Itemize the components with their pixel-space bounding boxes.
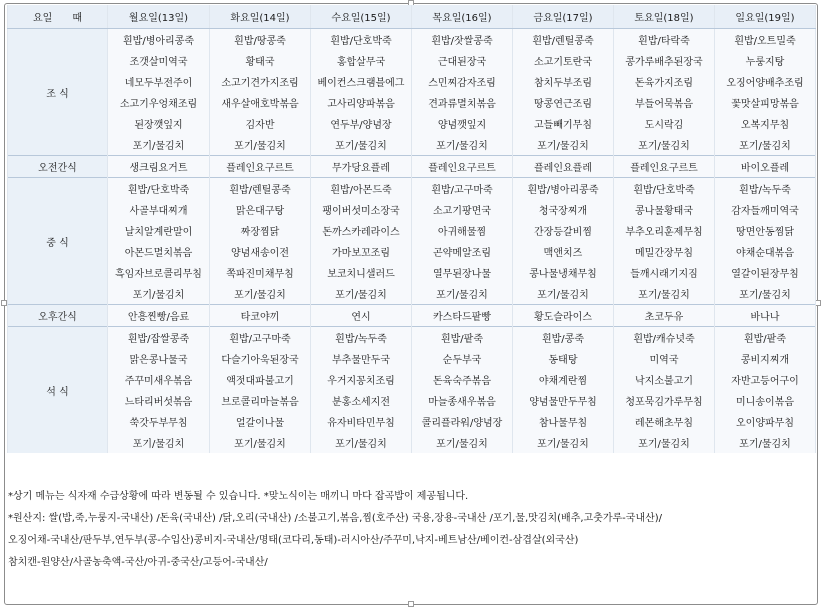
- menu-item: 오징어양배추조림: [715, 71, 816, 92]
- menu-row: [8, 113, 816, 134]
- menu-item: 소고기토란국: [513, 50, 614, 71]
- menu-item: 포기/물김치: [412, 283, 513, 305]
- menu-item: 다슬기아욱된장국: [210, 348, 311, 369]
- menu-item: 부들어묵볶음: [614, 92, 715, 113]
- menu-item: 생크림요거트: [108, 156, 210, 178]
- notes-block: [8, 486, 816, 574]
- menu-item: 바나나: [715, 305, 816, 327]
- header-day-5: 금요일(17일): [513, 5, 614, 29]
- menu-row: [8, 411, 816, 432]
- menu-item: 연시: [311, 305, 412, 327]
- menu-item: 간장등갈비찜: [513, 220, 614, 241]
- menu-item: 고사리양파볶음: [311, 92, 412, 113]
- menu-item: 감자들깨미역국: [715, 199, 816, 220]
- menu-item: 낙지소불고기: [614, 369, 715, 390]
- menu-item: 포기/물김치: [513, 134, 614, 156]
- note-line: 참치캔-원양산/사골농축액-국산/아귀-중국산/고등어-국내산/: [8, 557, 268, 568]
- menu-row: [8, 262, 816, 283]
- menu-row: [8, 50, 816, 71]
- menu-item: 소고기우엉채조림: [108, 92, 210, 113]
- note-line: 오징어채-국내산/판두부,연두부(콩-수입산)콩비지-국내산/명태(코다리,동태)-러시아산/주꾸미,낙지-베트남산/베이컨-삼겹살(외국산): [8, 535, 579, 546]
- menu-item: 흰밥/단호박죽: [311, 29, 412, 51]
- menu-item: 포기/물김치: [412, 134, 513, 156]
- menu-item: 청국장찌개: [513, 199, 614, 220]
- menu-row: [8, 92, 816, 113]
- menu-item: 소고기팡면국: [412, 199, 513, 220]
- menu-item: 돈까스카레라이스: [311, 220, 412, 241]
- menu-item: 양념새송이전: [210, 241, 311, 262]
- menu-item: 미니송이볶음: [715, 390, 816, 411]
- menu-item: 맑은콩나물국: [108, 348, 210, 369]
- menu-item: 플레인요플레: [513, 156, 614, 178]
- menu-row: [8, 283, 816, 305]
- menu-row: [8, 178, 816, 200]
- menu-item: 야채순대볶음: [715, 241, 816, 262]
- menu-item: 맑은대구탕: [210, 199, 311, 220]
- meal-category-label: 오후간식: [8, 305, 108, 327]
- resize-handle-bottom[interactable]: [408, 601, 414, 607]
- menu-item: 누룽지탕: [715, 50, 816, 71]
- menu-item: 흑임자브로콜리무침: [108, 262, 210, 283]
- menu-item: 플레인요구르트: [412, 156, 513, 178]
- header-meal-time: 요일 때: [8, 5, 108, 29]
- menu-item: 팽이버섯미소장국: [311, 199, 412, 220]
- menu-item: 고들빼기무침: [513, 113, 614, 134]
- meal-category-label: 오전간식: [8, 156, 108, 178]
- menu-item: 홍합살무국: [311, 50, 412, 71]
- menu-item: 맥앤치즈: [513, 241, 614, 262]
- menu-item: 청포묵김가루무침: [614, 390, 715, 411]
- menu-item: 오이양파무침: [715, 411, 816, 432]
- menu-item: 흰밥/잡쌀콩죽: [108, 327, 210, 349]
- meal-category-label: 중 식: [8, 178, 108, 305]
- menu-item: 타코야끼: [210, 305, 311, 327]
- menu-item: 바이오플레: [715, 156, 816, 178]
- weekly-menu-table: [7, 5, 816, 453]
- menu-item: 열갈이된장무침: [715, 262, 816, 283]
- menu-item: 곤약메알조림: [412, 241, 513, 262]
- menu-item: 네모두부전주이: [108, 71, 210, 92]
- menu-item: 양념물만두무침: [513, 390, 614, 411]
- menu-item: 연두부/양념장: [311, 113, 412, 134]
- menu-item: 카스타드팥빵: [412, 305, 513, 327]
- header-row: [8, 5, 816, 29]
- menu-row: [8, 369, 816, 390]
- menu-item: 포기/물김치: [108, 283, 210, 305]
- meal-category-label: 석 식: [8, 327, 108, 454]
- menu-item: 돈육가지조림: [614, 71, 715, 92]
- menu-item: 가마보꼬조림: [311, 241, 412, 262]
- menu-item: 된장깻잎지: [108, 113, 210, 134]
- menu-row: [8, 220, 816, 241]
- menu-item: 흰밥/녹두죽: [715, 178, 816, 200]
- header-day-2: 화요일(14일): [210, 5, 311, 29]
- menu-item: 소고기견가지조림: [210, 71, 311, 92]
- menu-item: 견과류멸치볶음: [412, 92, 513, 113]
- menu-row: [8, 29, 816, 51]
- menu-item: 얼갈이나물: [210, 411, 311, 432]
- menu-item: 돈육숙주볶음: [412, 369, 513, 390]
- menu-item: 날치알계란말이: [108, 220, 210, 241]
- menu-item: 포기/물김치: [108, 134, 210, 156]
- menu-item: 참치두부조림: [513, 71, 614, 92]
- menu-row: [8, 156, 816, 178]
- meal-category-label: 조 식: [8, 29, 108, 156]
- menu-item: 유자비타민무침: [311, 411, 412, 432]
- menu-row: [8, 432, 816, 453]
- menu-item: 플레인요구르트: [210, 156, 311, 178]
- menu-item: 콩비지찌개: [715, 348, 816, 369]
- menu-body: [8, 29, 816, 454]
- menu-item: 포기/물김치: [210, 432, 311, 453]
- menu-item: 동태탕: [513, 348, 614, 369]
- menu-item: 분홍소세지전: [311, 390, 412, 411]
- menu-item: 흰밥/병아리콩죽: [108, 29, 210, 51]
- menu-item: 꽃맛살피망볶음: [715, 92, 816, 113]
- menu-item: 흰밥/잣쌀콩죽: [412, 29, 513, 51]
- menu-row: [8, 241, 816, 262]
- menu-item: 쑥갓두부무침: [108, 411, 210, 432]
- menu-item: 콩나물황태국: [614, 199, 715, 220]
- menu-item: 흰밥/렌틸콩죽: [210, 178, 311, 200]
- menu-item: 스민찌감자조림: [412, 71, 513, 92]
- menu-item: 미역국: [614, 348, 715, 369]
- menu-item: 흰밥/아몬드죽: [311, 178, 412, 200]
- menu-item: 포기/물김치: [614, 283, 715, 305]
- menu-item: 브로콜리마늘볶음: [210, 390, 311, 411]
- menu-item: 포기/물김치: [311, 432, 412, 453]
- menu-item: 황도슬라이스: [513, 305, 614, 327]
- menu-item: 부추오리훈제무침: [614, 220, 715, 241]
- menu-item: 레몬해초무침: [614, 411, 715, 432]
- menu-item: 땅콩연근조림: [513, 92, 614, 113]
- menu-item: 콜리플라워/양념장: [412, 411, 513, 432]
- menu-item: 흰밥/렌틸콩죽: [513, 29, 614, 51]
- menu-item: 포기/물김치: [311, 134, 412, 156]
- menu-item: 순두부국: [412, 348, 513, 369]
- menu-item: 흰밥/오트밀죽: [715, 29, 816, 51]
- menu-item: 근대된장국: [412, 50, 513, 71]
- menu-item: 포기/물김치: [108, 432, 210, 453]
- menu-item: 흰밥/팥죽: [412, 327, 513, 349]
- menu-row: [8, 134, 816, 156]
- menu-item: 새우살애호박볶음: [210, 92, 311, 113]
- menu-item: 흰밥/병아리콩죽: [513, 178, 614, 200]
- note-line: *상기 메뉴는 식자재 수급상황에 따라 변동될 수 있습니다. *맞노식이는 매끼니 마다 잡곡밥이 제공됩니다.: [8, 491, 469, 502]
- menu-item: 마늘종새우볶음: [412, 390, 513, 411]
- menu-item: 흰밥/타락죽: [614, 29, 715, 51]
- menu-item: 포기/물김치: [311, 283, 412, 305]
- menu-item: 오복지무침: [715, 113, 816, 134]
- menu-row: [8, 305, 816, 327]
- header-day-7: 일요일(19일): [715, 5, 816, 29]
- menu-item: 짜장찜닭: [210, 220, 311, 241]
- menu-item: 포기/물김치: [715, 432, 816, 453]
- menu-item: 포기/물김치: [614, 432, 715, 453]
- menu-item: 흰밥/단호박죽: [614, 178, 715, 200]
- note-line: *원산지: 쌀(밥,죽,누룽지-국내산) /돈육(국내산) /닭,오리(국내산) /소불고기,볶음,찜(호주산) 국용,장용-국내산 /포기,물,맛김치(배추,고춧가루-국내산)/: [8, 513, 663, 524]
- menu-item: 포기/물김치: [513, 283, 614, 305]
- menu-item: 느타리버섯볶음: [108, 390, 210, 411]
- menu-item: 자반고등어구이: [715, 369, 816, 390]
- header-day-3: 수요일(15일): [311, 5, 412, 29]
- menu-item: 무가당요플레: [311, 156, 412, 178]
- header-day-6: 토요일(18일): [614, 5, 715, 29]
- menu-item: 조갯살미역국: [108, 50, 210, 71]
- menu-item: 사골부대찌개: [108, 199, 210, 220]
- menu-item: 포기/물김치: [513, 432, 614, 453]
- menu-item: 안흥찐빵/음료: [108, 305, 210, 327]
- menu-item: 포기/물김치: [412, 432, 513, 453]
- menu-item: 우거지꽁치조림: [311, 369, 412, 390]
- menu-item: 흰밥/팥죽: [715, 327, 816, 349]
- menu-item: 흰밥/고구마죽: [412, 178, 513, 200]
- menu-item: 포기/물김치: [210, 283, 311, 305]
- menu-item: 열무된장나물: [412, 262, 513, 283]
- menu-item: 아귀해물찜: [412, 220, 513, 241]
- menu-item: 플레인요구르트: [614, 156, 715, 178]
- menu-item: 흰밥/단호박죽: [108, 178, 210, 200]
- menu-item: 땅면안동찜닭: [715, 220, 816, 241]
- menu-item: 도시락김: [614, 113, 715, 134]
- menu-item: 초코두유: [614, 305, 715, 327]
- menu-item: 참나물무침: [513, 411, 614, 432]
- menu-row: [8, 348, 816, 369]
- menu-row: [8, 390, 816, 411]
- menu-item: 흰밥/캐슈넛죽: [614, 327, 715, 349]
- menu-item: 포기/물김치: [210, 134, 311, 156]
- menu-item: 포기/물김치: [715, 134, 816, 156]
- menu-item: 야채계란찜: [513, 369, 614, 390]
- menu-item: 흰밥/고구마죽: [210, 327, 311, 349]
- menu-item: 베이컨스크램블에그: [311, 71, 412, 92]
- menu-item: 부추물만두국: [311, 348, 412, 369]
- menu-row: [8, 327, 816, 349]
- menu-item: 황태국: [210, 50, 311, 71]
- menu-row: [8, 71, 816, 92]
- menu-item: 보코치니샐러드: [311, 262, 412, 283]
- menu-item: 액젓대파불고기: [210, 369, 311, 390]
- menu-item: 콩가루배추된장국: [614, 50, 715, 71]
- menu-item: 들깨시래기지짐: [614, 262, 715, 283]
- header-day-1: 월요일(13일): [108, 5, 210, 29]
- menu-item: 흰밥/녹두죽: [311, 327, 412, 349]
- menu-item: 양념깻잎지: [412, 113, 513, 134]
- menu-item: 콩나물냉채무침: [513, 262, 614, 283]
- menu-item: 메밀간장무침: [614, 241, 715, 262]
- menu-item: 아몬드멸치볶음: [108, 241, 210, 262]
- menu-item: 쪽파진미채무침: [210, 262, 311, 283]
- menu-item: 김자반: [210, 113, 311, 134]
- menu-item: 흰밥/땅콩죽: [210, 29, 311, 51]
- header-day-4: 목요일(16일): [412, 5, 513, 29]
- menu-row: [8, 199, 816, 220]
- menu-item: 포기/물김치: [715, 283, 816, 305]
- menu-item: 포기/물김치: [614, 134, 715, 156]
- menu-item: 흰밥/콩죽: [513, 327, 614, 349]
- menu-item: 주꾸미새우볶음: [108, 369, 210, 390]
